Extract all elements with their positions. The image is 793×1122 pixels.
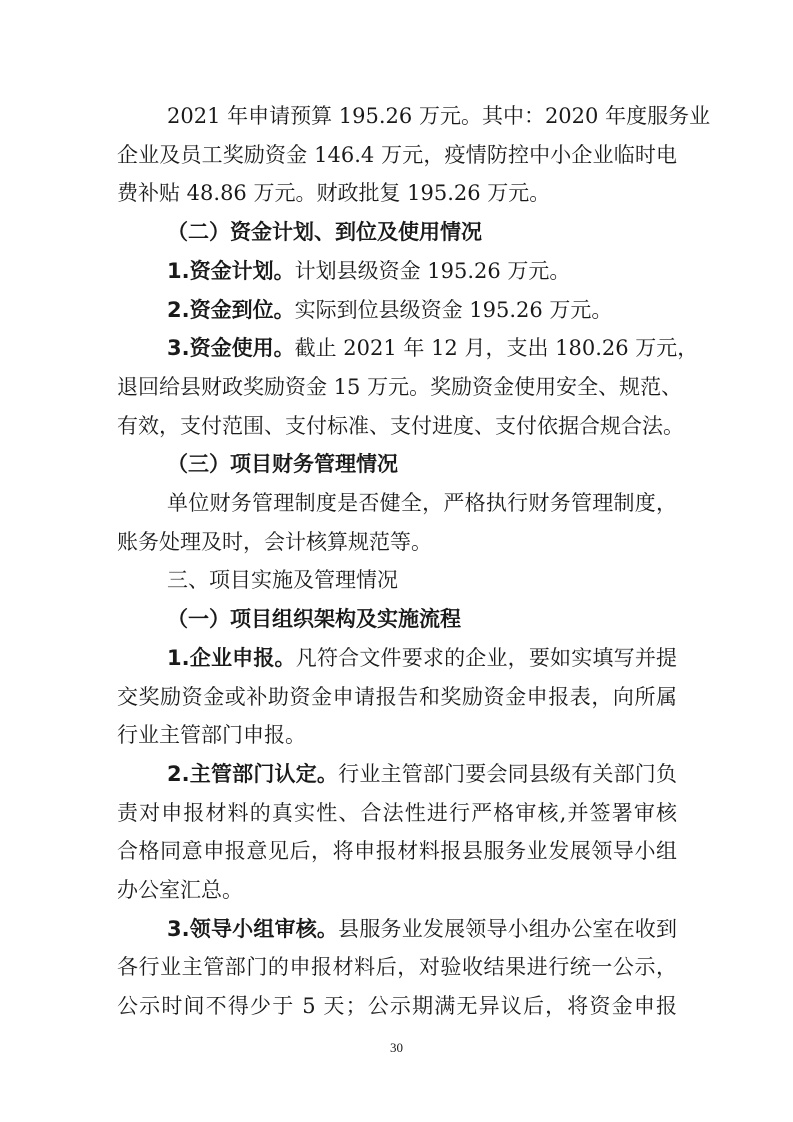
- paragraph-line: 各行业主管部门的申报材料后，对验收结果进行统一公示，: [117, 955, 677, 980]
- item-text: 截止 2021 年 12 月，支出 180.26 万元，: [294, 336, 699, 361]
- paragraph-line: 办公室汇总。: [117, 878, 243, 903]
- paragraph-line: 公示时间不得少于 5 天；公示期满无异议后，将资金申报: [117, 994, 677, 1019]
- item-heading: 3.资金使用。: [167, 336, 295, 361]
- paragraph-line: 单位财务管理制度是否健全，严格执行财务管理制度，: [167, 491, 677, 516]
- item-heading: 1.资金计划。: [167, 258, 295, 283]
- paragraph-line: [117, 910, 677, 949]
- page-number: 30: [390, 1040, 403, 1055]
- paragraph-line: 交奖励资金或补助资金申请报告和奖励资金申报表，向所属: [117, 684, 677, 709]
- section-heading: （三）项目财务管理情况: [167, 452, 398, 477]
- item-text: 行业主管部门要会同县级有关部门负: [338, 761, 677, 786]
- item-text: 县服务业发展领导小组办公室在收到: [338, 916, 677, 941]
- paragraph-line: 有效，支付范围、支付标准、支付进度、支付依据合规合法。: [117, 413, 684, 438]
- item-text: 凡符合文件要求的企业，要如实填写并提: [295, 645, 678, 670]
- item-heading: 3.领导小组审核。: [167, 916, 339, 941]
- paragraph-line: [117, 252, 677, 291]
- section-heading: （二）资金计划、到位及使用情况: [167, 220, 482, 245]
- paragraph-line: [117, 291, 677, 330]
- paragraph-line: [117, 329, 699, 368]
- item-heading: 2.资金到位。: [167, 297, 295, 322]
- paragraph-line: 企业及员工奖励资金 146.4 万元，疫情防控中小企业临时电: [117, 142, 677, 167]
- item-text: 计划县级资金 195.26 万元。: [294, 258, 571, 283]
- item-heading: 1.企业申报。: [167, 645, 296, 670]
- paragraph-line: 责对申报材料的真实性、合法性进行严格审核,并签署审核: [117, 800, 677, 825]
- paragraph-line: 退回给县财政奖励资金 15 万元。奖励资金使用安全、规范、: [117, 374, 683, 399]
- chapter-heading: 三、项目实施及管理情况: [167, 568, 398, 593]
- paragraph-line: 账务处理及时，会计核算规范等。: [117, 529, 432, 554]
- paragraph-line: 费补贴 48.86 万元。财政批复 195.26 万元。: [117, 181, 551, 206]
- item-text: 实际到位县级资金 195.26 万元。: [294, 297, 613, 322]
- item-heading: 2.主管部门认定。: [167, 761, 339, 786]
- paragraph-line: 行业主管部门申报。: [117, 723, 306, 748]
- section-heading: （一）项目组织架构及实施流程: [167, 607, 461, 632]
- paragraph-line: 合格同意申报意见后，将申报材料报县服务业发展领导小组: [117, 839, 677, 864]
- paragraph-line: 2021 年申请预算 195.26 万元。其中：2020 年度服务业: [167, 104, 711, 128]
- paragraph-line: [117, 755, 677, 794]
- document-page: [117, 97, 711, 1026]
- paragraph-line: [117, 639, 677, 678]
